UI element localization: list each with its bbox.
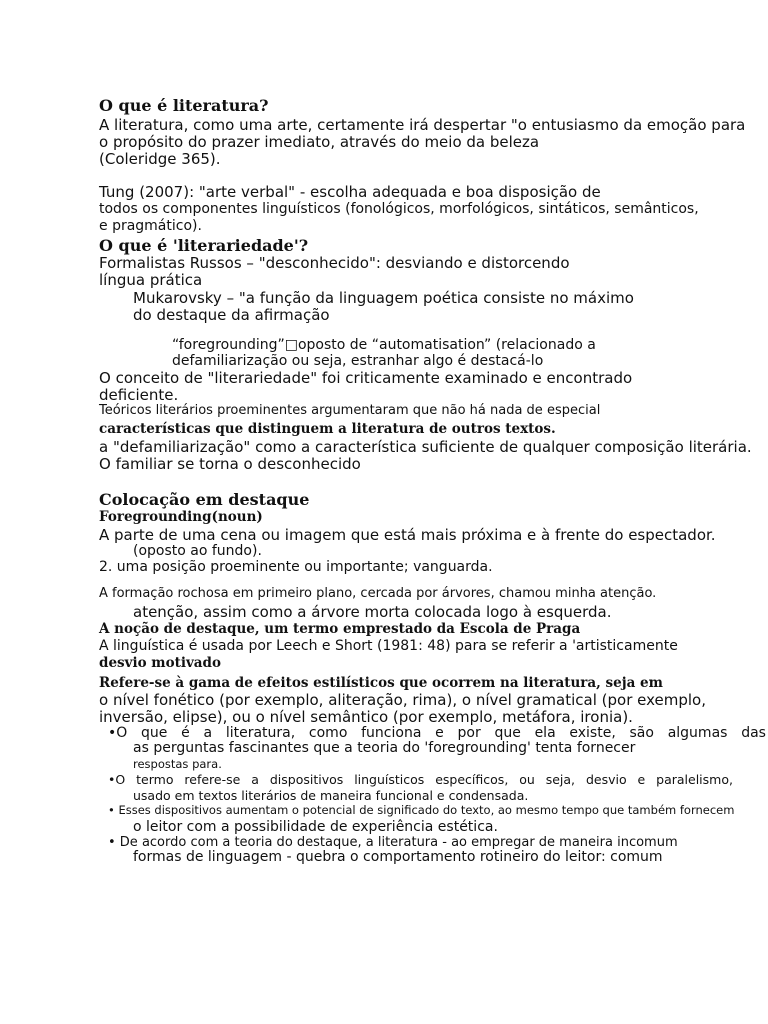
- subheading-foregrounding-noun: Foregrounding(noun): [99, 509, 263, 525]
- bullet-word: e: [637, 772, 646, 787]
- paragraph-line: 2. uma posição proeminente ou importante; vanguarda.: [99, 559, 493, 575]
- paragraph-line: e pragmático).: [99, 218, 202, 234]
- bullet-word: que: [141, 725, 168, 741]
- bullet-word: •O: [108, 772, 126, 787]
- bullet-word: a: [251, 772, 259, 787]
- paragraph-line: todos os componentes linguísticos (fonológicos, morfológicos, sintáticos, semânticos,: [99, 201, 699, 217]
- paragraph-line: A linguística é usada por Leech e Short (1981: 48) para se referir a 'artisticamente: [99, 638, 678, 654]
- paragraph-line: o propósito do prazer imediato, através do meio da beleza: [99, 133, 540, 151]
- paragraph-line: Mukarovsky – "a função da linguagem poética consiste no máximo: [133, 289, 634, 307]
- paragraph-line: “foregrounding”□oposto de “automatisation” (relacionado a: [172, 337, 596, 353]
- bullet-word: é: [181, 725, 190, 741]
- paragraph-line: atenção, assim como a árvore morta colocada logo à esquerda.: [133, 603, 612, 621]
- bullet-word: específicos,: [435, 772, 509, 787]
- paragraph-line-bold: características que distinguem a literatura de outros textos.: [99, 421, 556, 437]
- bullet-word: literatura,: [225, 725, 296, 741]
- paragraph-line: língua prática: [99, 271, 203, 289]
- paragraph-line: (oposto ao fundo).: [133, 543, 262, 559]
- paragraph-line: Teóricos literários proeminentes argumentaram que não há nada de especial: [99, 403, 601, 418]
- bullet-word: por: [457, 725, 481, 741]
- bullet-line: usado em textos literários de maneira funcional e condensada.: [133, 788, 529, 803]
- bullet-word: funciona: [361, 725, 422, 741]
- paragraph-line: inversão, elipse), ou o nível semântico (por exemplo, metáfora, ironia).: [99, 708, 633, 726]
- bullet-item-4: • De acordo com a teoria do destaque, a literatura - ao empregar de maneira incomum: [108, 835, 678, 850]
- paragraph-line: A parte de uma cena ou imagem que está mais próxima e à frente do espectador.: [99, 526, 716, 544]
- bullet-word: ou: [519, 772, 535, 787]
- paragraph-line: O familiar se torna o desconhecido: [99, 455, 361, 473]
- bullet-line: o leitor com a possibilidade de experiência estética.: [133, 819, 498, 835]
- bullet-line: as perguntas fascinantes que a teoria do 'foregrounding' tenta fornecer: [133, 740, 636, 756]
- paragraph-line: defamiliarização ou seja, estranhar algo é destacá-lo: [172, 353, 544, 369]
- bullet-line: formas de linguagem - quebra o comportamento rotineiro do leitor: comum: [133, 849, 663, 865]
- bullet-word: das: [741, 725, 766, 741]
- paragraph-line: deficiente.: [99, 386, 179, 404]
- bullet-word: que: [494, 725, 521, 741]
- heading-foregrounding: Colocação em destaque: [99, 490, 310, 509]
- paragraph-line: O conceito de "literariedade" foi criticamente examinado e encontrado: [99, 369, 633, 387]
- bullet-word: como: [308, 725, 348, 741]
- bullet-item-1: [108, 725, 766, 741]
- bullet-word: seja,: [545, 772, 576, 787]
- paragraph-line: o nível fonético (por exemplo, aliteração, rima), o nível gramatical (por exemplo,: [99, 691, 706, 709]
- bullet-word: •O: [108, 725, 128, 741]
- bullet-word: linguísticos: [354, 772, 425, 787]
- paragraph-line: A formação rochosa em primeiro plano, cercada por árvores, chamou minha atenção.: [99, 586, 657, 601]
- heading-what-is-literature: O que é literatura?: [99, 96, 269, 115]
- bullet-word: desvio: [585, 772, 627, 787]
- bullet-word: dispositivos: [269, 772, 344, 787]
- bullet-word: termo: [136, 772, 174, 787]
- paragraph-line: (Coleridge 365).: [99, 150, 221, 168]
- bullet-word: são: [629, 725, 654, 741]
- heading-prague-school: A noção de destaque, um termo emprestado da Escola de Praga: [99, 621, 581, 637]
- paragraph-line-bold: desvio motivado: [99, 655, 221, 671]
- heading-stylistic-effects: Refere-se à gama de efeitos estilísticos que ocorrem na literatura, seja em: [99, 675, 663, 691]
- paragraph-line: A literatura, como uma arte, certamente irá despertar "o entusiasmo da emoção para: [99, 116, 746, 134]
- bullet-word: refere-se: [184, 772, 241, 787]
- paragraph-line: Tung (2007): "arte verbal" - escolha adequada e boa disposição de: [99, 183, 601, 201]
- bullet-word: ela: [534, 725, 556, 741]
- heading-literariness: O que é 'literariedade'?: [99, 236, 309, 255]
- bullet-word: existe,: [569, 725, 616, 741]
- bullet-line: respostas para.: [133, 757, 222, 771]
- bullet-item-2: [108, 772, 733, 787]
- paragraph-line: a "defamiliarização" como a característica suficiente de qualquer composição literária.: [99, 438, 752, 456]
- bullet-word: a: [203, 725, 213, 741]
- bullet-item-3: • Esses dispositivos aumentam o potencial de significado do texto, ao mesmo tempo que também fornecem: [108, 803, 735, 817]
- paragraph-line: Formalistas Russos – "desconhecido": desviando e distorcendo: [99, 254, 570, 272]
- bullet-word: algumas: [667, 725, 728, 741]
- bullet-word: paralelismo,: [656, 772, 733, 787]
- bullet-word: e: [435, 725, 444, 741]
- paragraph-line: do destaque da afirmação: [133, 306, 330, 324]
